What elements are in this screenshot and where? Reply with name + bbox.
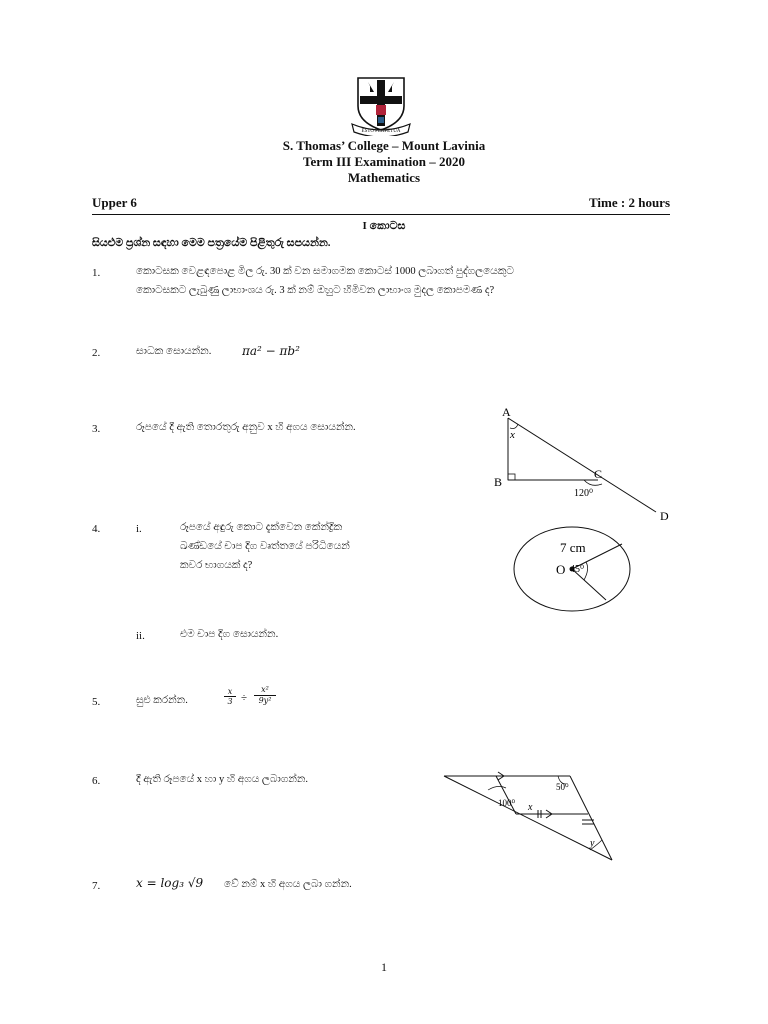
q5-divide-operator: ÷	[241, 692, 248, 704]
q1-text	[136, 262, 676, 300]
q3-label-x: x	[510, 429, 515, 441]
q3-label-b: B	[494, 475, 503, 489]
q3-label-c: C	[594, 467, 603, 481]
q3-x-arc	[510, 424, 518, 429]
section-title: I කොටස	[362, 220, 406, 232]
q5-fraction-b-den: 9y²	[258, 696, 272, 705]
subject-title: Mathematics	[347, 170, 421, 185]
logo-motto: ESTO PERPETUA	[361, 129, 401, 134]
exam-title: Term III Examination – 2020	[302, 154, 466, 169]
q6-label-x: x	[528, 802, 533, 813]
page-number: 1	[381, 960, 387, 974]
q7-expression: x = log₃ √9	[136, 876, 204, 890]
q5-number: 5.	[92, 696, 101, 708]
q3-label-d: D	[660, 509, 669, 523]
q6-label-50: 50⁰	[556, 782, 569, 792]
q4-sub-i-text	[180, 518, 460, 575]
q4-label-radius: 7 cm	[560, 540, 586, 555]
q1-line1: කොටසක වෙළඳපොළ මිල රු. 30 ක් වන සමාගමක කොටස් 1000 ලබාගත් පුද්ගලයෙකුට	[136, 266, 514, 277]
q4-sub-ii-number: ii.	[136, 630, 145, 642]
school-name: S. Thomas’ College – Mount Lavinia	[282, 138, 486, 153]
q6-label-y: y	[590, 838, 595, 849]
q3-right-angle-mark	[508, 474, 515, 480]
q6-figure	[440, 770, 618, 864]
q5-fraction-a-den: 3	[227, 697, 233, 706]
section-instruction: සියළුම ප්‍රශ්න සඳහා මෙම පත්‍රයේම පිළිතුරු සපයන්න.	[92, 237, 331, 249]
q5-fraction-b-num: x²	[254, 685, 276, 696]
q2-number: 2.	[92, 347, 101, 359]
q5-fraction-a-num: x	[224, 687, 236, 697]
q2-expression: πa² − πb²	[242, 344, 300, 358]
q3-triangle-figure	[488, 404, 678, 526]
q3-text: රූපයේ දී ඇති තොරතුරු අනුව x හි අගය සොයන්න.	[136, 422, 356, 433]
q2-text: සාධක සොයන්න.	[136, 346, 212, 357]
school-crest-logo	[350, 72, 412, 136]
q4-label-angle: 45⁰	[570, 564, 585, 575]
q6-label-100: 100⁰	[498, 798, 516, 808]
q4-line3: කවර භාගයක් ද?	[180, 560, 253, 571]
q4-circle-figure	[510, 524, 634, 614]
header-divider	[92, 214, 670, 215]
q6-lower-line	[444, 776, 612, 860]
q4-sub-i-number: i.	[136, 523, 142, 535]
q1-number: 1.	[92, 267, 101, 279]
q1-line2: කොටසකට ලැබුණු ලාභාංශය රු. 3 ක් නම් ඔහුට හිමිවන ලාභාංශ මුදල කොපමණ ද?	[136, 285, 495, 296]
q5-fraction-b	[254, 685, 276, 706]
q4-sub-ii-text: එම චාප දිග සොයන්න.	[180, 629, 279, 640]
grade-label: Upper 6	[92, 195, 137, 210]
q3-label-a: A	[502, 405, 511, 419]
q6-number: 6.	[92, 775, 101, 787]
time-label: Time : 2 hours	[588, 195, 670, 210]
q4-line1: රූපයේ අඳුරු කොට දැක්වෙන කේන්ද්‍රික	[180, 522, 343, 533]
q5-text: සුළු කරන්න.	[136, 695, 188, 706]
q4-label-center: O	[556, 562, 566, 577]
q7-number: 7.	[92, 880, 101, 892]
q5-fraction-a	[224, 687, 236, 706]
q6-text: දී ඇති රූපයේ x හා y හි අගය ලබාගන්න.	[136, 774, 309, 785]
q4-angle-arc	[584, 562, 588, 580]
q3-label-angle: 120⁰	[574, 488, 594, 499]
q4-line2: ඛණ්ඩයේ චාප දිග වෘත්තයේ පරිධියෙන්	[180, 541, 350, 552]
q6-inner-line	[496, 776, 516, 814]
q7-text: වේ නම් x හි අගය ලබා ගන්න.	[224, 879, 352, 890]
q4-number: 4.	[92, 523, 101, 535]
q3-number: 3.	[92, 423, 101, 435]
